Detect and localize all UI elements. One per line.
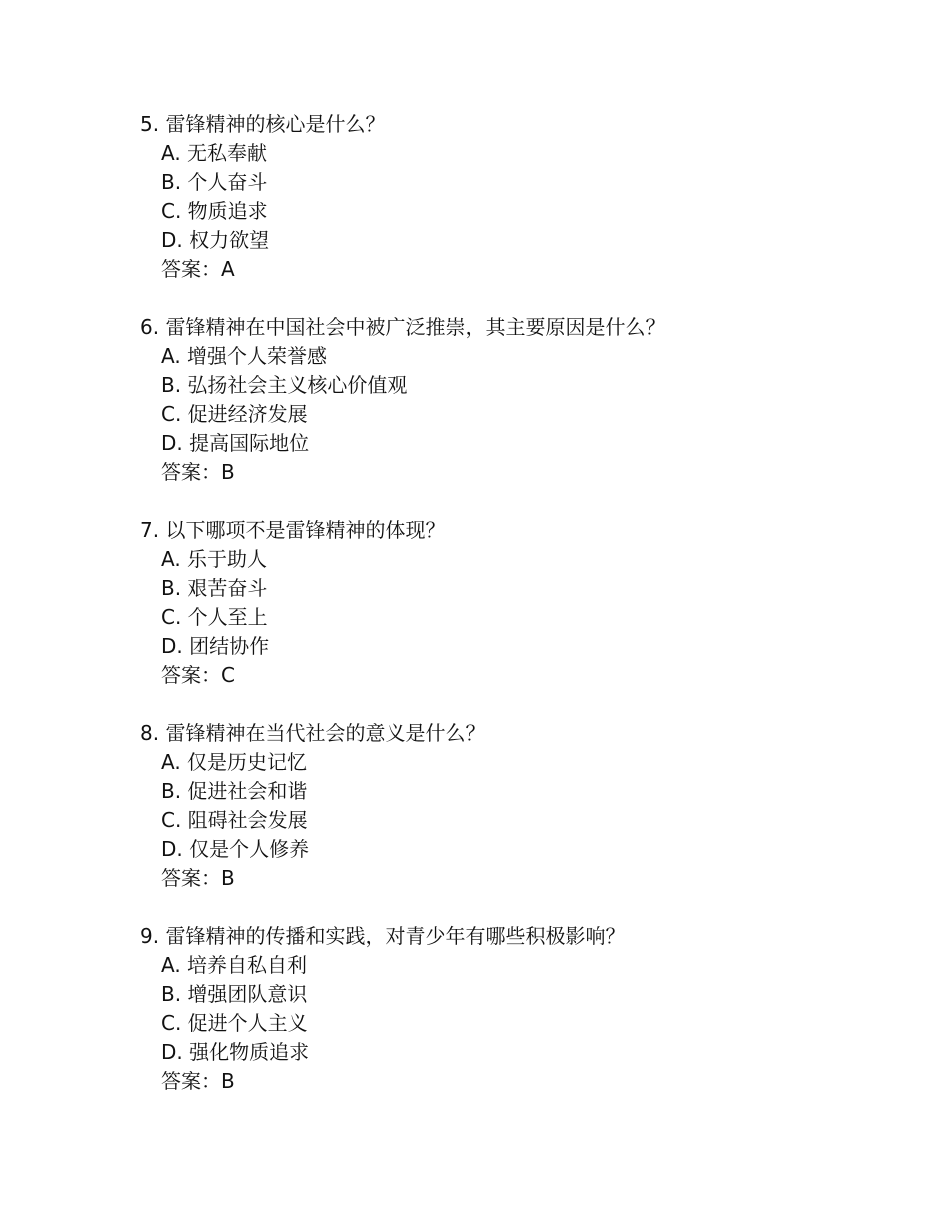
option-c: C. 阻碍社会发展 <box>161 808 308 832</box>
answer-line: 答案：B <box>161 460 235 484</box>
answer-line: 答案：A <box>161 257 235 281</box>
option-c: C. 个人至上 <box>161 605 268 629</box>
answer-line: 答案：B <box>161 1069 235 1093</box>
question-block <box>140 719 900 893</box>
options-list <box>140 951 900 1067</box>
option-b: B. 个人奋斗 <box>161 170 268 194</box>
option-b: B. 弘扬社会主义核心价值观 <box>161 373 408 397</box>
option-b: B. 促进社会和谐 <box>161 779 308 803</box>
options-list <box>140 342 900 458</box>
question-block <box>140 110 900 284</box>
option-a: A. 增强个人荣誉感 <box>161 344 328 368</box>
option-d: D. 强化物质追求 <box>161 1040 310 1064</box>
option-b: B. 增强团队意识 <box>161 982 308 1006</box>
option-d: D. 权力欲望 <box>161 228 270 252</box>
question-text: 6. 雷锋精神在中国社会中被广泛推崇，其主要原因是什么？ <box>140 315 666 339</box>
options-list <box>140 748 900 864</box>
option-a: A. 培养自私自利 <box>161 953 308 977</box>
option-b: B. 艰苦奋斗 <box>161 576 268 600</box>
question-text: 8. 雷锋精神在当代社会的意义是什么？ <box>140 721 486 745</box>
question-block <box>140 922 900 1096</box>
question-text: 7. 以下哪项不是雷锋精神的体现？ <box>140 518 446 542</box>
options-list <box>140 545 900 661</box>
option-d: D. 仅是个人修养 <box>161 837 310 861</box>
option-a: A. 无私奉献 <box>161 141 268 165</box>
option-c: C. 促进经济发展 <box>161 402 308 426</box>
option-d: D. 团结协作 <box>161 634 270 658</box>
question-block <box>140 313 900 487</box>
option-a: A. 乐于助人 <box>161 547 268 571</box>
question-text: 9. 雷锋精神的传播和实践，对青少年有哪些积极影响？ <box>140 924 626 948</box>
option-c: C. 促进个人主义 <box>161 1011 308 1035</box>
options-list <box>140 139 900 255</box>
answer-line: 答案：C <box>161 663 235 687</box>
question-text: 5. 雷锋精神的核心是什么？ <box>140 112 386 136</box>
option-a: A. 仅是历史记忆 <box>161 750 308 774</box>
option-d: D. 提高国际地位 <box>161 431 310 455</box>
question-list <box>140 110 900 1125</box>
answer-line: 答案：B <box>161 866 235 890</box>
question-block <box>140 516 900 690</box>
option-c: C. 物质追求 <box>161 199 268 223</box>
